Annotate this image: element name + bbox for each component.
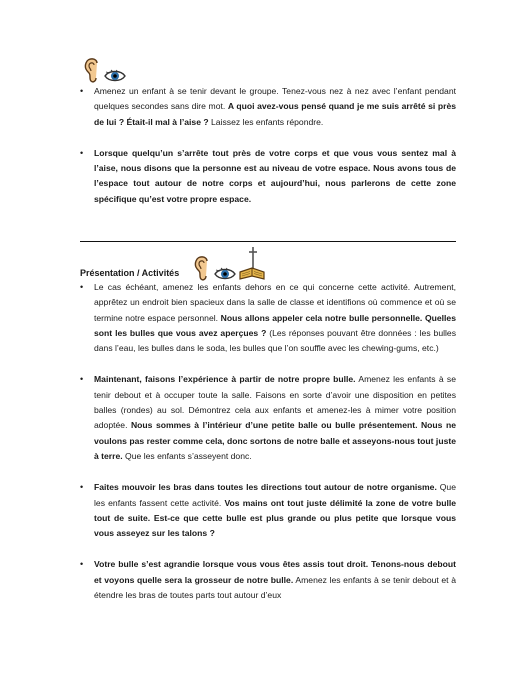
top-icon-strip [82,56,126,84]
eye-icon [104,68,126,84]
activities-bullet-list [80,280,456,603]
ear-icon [192,254,212,282]
text-run: Amenez les enfants à se tenir debout et à étendre les bras de toutes parts tout autour d’eux [94,574,456,601]
activities-section [80,280,456,603]
text-run: Que les enfants fassent cette activité. [94,482,456,508]
text-run: Amenez les enfants à se tenir debout et à occuper toute la salle. Faisons en sorte d’avoir une disposition en petites balles (rondes) au sol. Démontrez cela aux enfants et amenez-les à mimer votre position adoptée. [94,374,456,431]
bullet-item [80,84,456,130]
bold-text: A quoi avez-vous pensé quand je me suis arrêté si près de lui ? Était-il mal à l’aise ? [94,101,457,127]
bullet-item [80,146,456,207]
bold-text: Lorsque quelqu’un s’arrête tout près de votre corps et que vous vous sentez mal à l’aise, nous disons que la personne est au niveau de votre espace. Nous avons tous de l’espace tout autour de notre corps et aujourd’hui, nous parlerons de cette zone spécifique qu’est votre propre espace. [94,147,456,204]
bold-text: Vos mains ont tout juste délimité la zone de votre bulle tout de suite. Est-ce que cette bulle est plus grande ou plus petite que lorsque vous vous asseyez sur les talons ? [94,497,456,539]
text-run: Laissez les enfants répondre. [208,116,324,127]
bullet-item [80,480,456,541]
bullet-item [80,280,456,356]
intro-bullet-list [80,84,456,207]
section-divider [80,241,456,242]
text-run: (Les réponses pouvant être données : les bulles dans l’eau, les bulles dans le soda, les bulles que l’on souffle avec les chewing-gums, etc.) [94,327,456,354]
bold-text: Nous allons appeler cela notre bulle personnelle. Quelles sont les bulles que vous avez aperçues ? [94,312,456,338]
ear-icon [82,56,102,84]
bullet-item [80,372,456,464]
section-heading: Présentation / Activités [80,268,180,278]
bold-text: Faites mouvoir les bras dans toutes les directions tout autour de notre organisme. [94,482,437,493]
bold-text: Votre bulle s’est agrandie lorsque vous vous êtes assis tout droit. Tenons-nous debout et voyons quelle sera la grosseur de notre bulle. [94,559,456,585]
bible-with-cross-icon [238,246,266,282]
text-run: Le cas échéant, amenez les enfants dehors en ce qui concerne cette activité. Autrement, apprêtez un endroit bien spacieux dans la salle de classe et identifions où commence et où se termine notre espace personnel. [94,282,456,323]
bullet-item [80,557,456,603]
heading-icon-strip [192,246,266,282]
text-run: Amenez un enfant à se tenir devant le groupe. Tenez-vous nez à nez avec l’enfant pendant quelques secondes sans dire mot. [94,86,456,112]
bold-text: Nous sommes à l’intérieur d’une petite balle ou bulle présentement. Nous ne voulons pas rester comme cela, donc sortons de notre balle et asseyons-nous tout juste à terre. [94,420,456,461]
bold-text: Maintenant, faisons l’expérience à partir de notre propre bulle. [94,374,356,385]
text-run: Que les enfants s’asseyent donc. [122,450,252,461]
intro-section [80,84,456,207]
